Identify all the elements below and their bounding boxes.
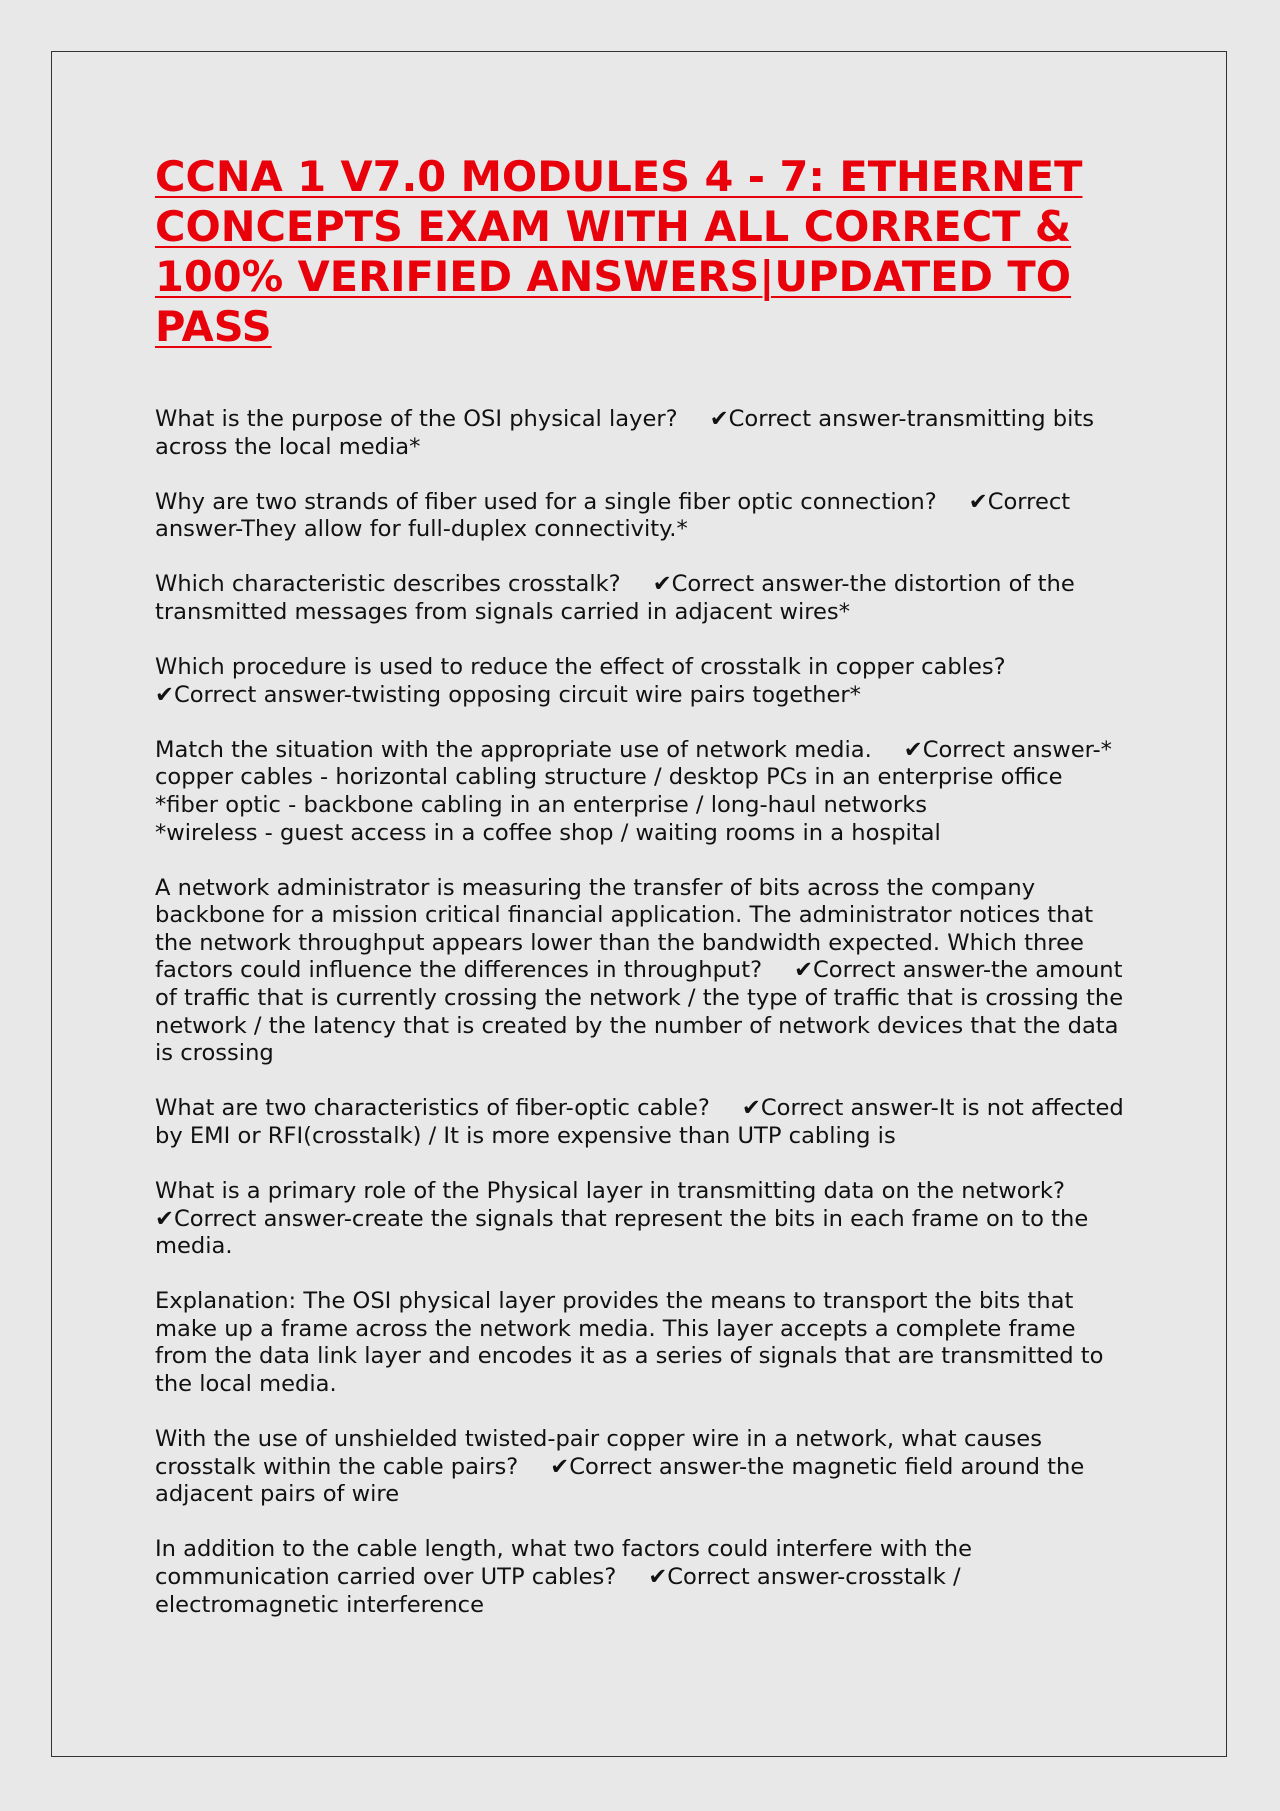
answer-prefix: Correct answer-: [173, 681, 352, 708]
answer-text: create the signals that represent the bits in each frame on to the media.: [155, 1205, 1089, 1260]
question-text: Which procedure is used to reduce the effect of crosstalk in copper cables?: [155, 654, 1006, 681]
qa-item: [155, 406, 1125, 461]
question-text: Match the situation with the appropriate use of network media.: [155, 736, 872, 763]
checkmark-icon: ✔: [155, 681, 174, 708]
answer-text: * copper cables - horizontal cabling structure / desktop PCs in an enterprise office *fiber optic - backbone cabling in an enterprise / long-haul networks *wireless - guest access in a coffee shop / waiting rooms in a hospital: [155, 736, 1112, 846]
answer-prefix: Correct answer-: [667, 1564, 846, 1590]
checkmark-icon: ✔: [794, 957, 814, 984]
checkmark-icon: ✔: [155, 1205, 174, 1232]
qa-item: [155, 1426, 1125, 1509]
answer-text: transmitting bits across the local media*: [155, 406, 1095, 460]
question-text: What are two characteristics of fiber-optic cable?: [155, 1095, 710, 1122]
qa-item: [155, 1095, 1125, 1150]
answer-text: They allow for full-duplex connectivity.*: [241, 516, 688, 543]
question-text: What is the purpose of the OSI physical layer?: [155, 406, 678, 432]
checkmark-icon: ✔: [709, 406, 729, 432]
answer-prefix: Correct answer-: [728, 406, 907, 432]
question-text: With the use of unshielded twisted-pair copper wire in a network, what causes crosstalk within the cable pairs?: [155, 1426, 1042, 1480]
answer-prefix: Correct answer-: [173, 1205, 352, 1232]
document-title: CCNA 1 V7.0 MODULES 4 - 7: ETHERNET CONCEPTS EXAM WITH ALL CORRECT & 100% VERIFIED ANSWERS|UPDATED TO PASS: [155, 152, 1083, 351]
question-text: Which characteristic describes crosstalk?: [155, 571, 621, 598]
answer-prefix: Correct answer-: [922, 736, 1101, 763]
question-text: In addition to the cable length, what two factors could interfere with the communication carried over UTP cables?: [155, 1536, 973, 1590]
document-body: [155, 152, 1125, 1647]
answer-text: the amount of traffic that is currently crossing the network / the type of traffic that is crossing the network / the latency that is created by the number of network devices that the data is crossing: [155, 957, 1124, 1067]
answer-prefix: Correct answer-: [813, 957, 991, 984]
qa-item: [155, 737, 1125, 847]
answer-prefix: Correct answer-: [569, 1453, 748, 1480]
checkmark-icon: ✔: [741, 1095, 761, 1122]
explanation-text: Explanation: The OSI physical layer provides the means to transport the bits that make up a frame across the network media. This layer accepts a complete frame from the data link layer and encodes it as a series of signals that are transmitted to the local media.: [155, 1288, 1104, 1398]
answer-text: It is not affected by EMI or RFI(crosstalk) / It is more expensive than UTP cabling is: [155, 1095, 1124, 1149]
answer-text: crosstalk / electromagnetic interference: [155, 1564, 961, 1618]
question-text: A network administrator is measuring the transfer of bits across the company backbone for a mission critical financial application. The administrator notices that the network throughput appears lower than the bandwidth expected. Which three factors could influence the differences in throughput?: [155, 874, 1094, 984]
qa-item: [155, 875, 1125, 1068]
qa-item: [155, 571, 1125, 626]
checkmark-icon: ✔: [550, 1453, 570, 1480]
explanation-paragraph: [155, 1288, 1125, 1398]
qa-item: [155, 1536, 1125, 1619]
question-text: Why are two strands of fiber used for a single fiber optic connection?: [155, 488, 937, 515]
qa-item: [155, 654, 1125, 709]
qa-item: [155, 1178, 1125, 1261]
answer-prefix: Correct answer-: [760, 1095, 939, 1122]
checkmark-icon: ✔: [968, 488, 988, 515]
answer-prefix: Correct answer-: [155, 488, 1071, 543]
answer-text: twisting opposing circuit wire pairs together*: [351, 681, 861, 708]
qa-item: [155, 489, 1125, 544]
answer-text: the magnetic field around the adjacent pairs of wire: [155, 1453, 1085, 1508]
question-text: What is a primary role of the Physical layer in transmitting data on the network?: [155, 1177, 1065, 1204]
checkmark-icon: ✔: [903, 736, 923, 763]
answer-prefix: Correct answer-: [671, 571, 850, 598]
checkmark-icon: ✔: [652, 571, 672, 598]
checkmark-icon: ✔: [648, 1564, 668, 1590]
answer-text: the distortion of the transmitted messages from signals carried in adjacent wires*: [155, 571, 1075, 625]
